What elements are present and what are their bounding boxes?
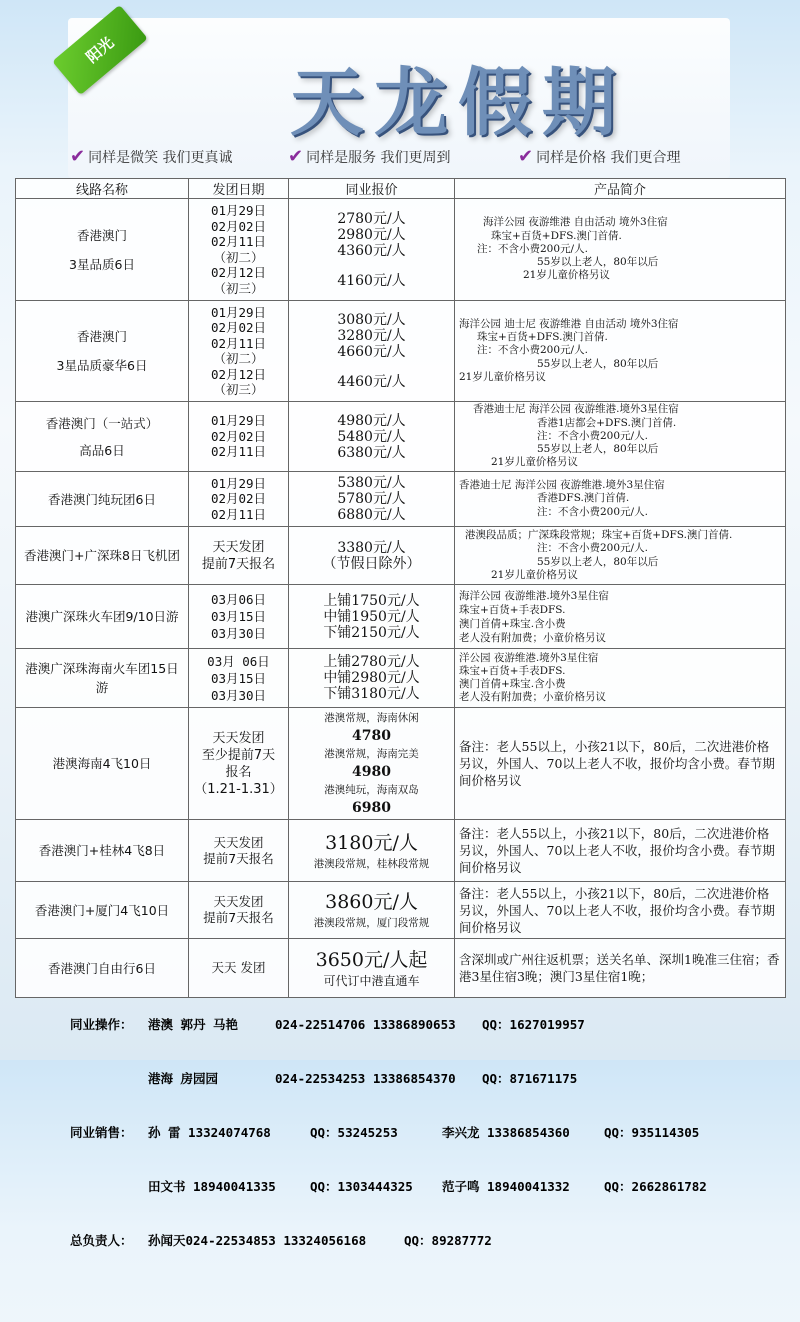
depart-dates: 天天发团 提前7天报名: [189, 882, 289, 939]
product-desc: 洋公园 夜游维港.境外3星住宿 珠宝+百货+手表DFS. 澳门首倩+珠宝.含小费 老人没有附加费；小童价格另议: [455, 649, 786, 708]
table-row: [16, 585, 786, 649]
col-header-desc: 产品简介: [455, 179, 786, 199]
depart-dates: 01月29日 02月02日 02月11日 （初二） 02月12日 （初三）: [189, 301, 289, 402]
route-name: 香港澳门+桂林4飞8日: [16, 820, 189, 882]
route-name: 香港澳门自由行6日: [16, 939, 189, 998]
check-icon: ✔: [288, 146, 304, 167]
trade-price: 上铺1750元/人 中铺1950元/人 下铺2150元/人: [289, 585, 455, 649]
col-header-date: 发团日期: [189, 179, 289, 199]
slogan-1: ✔ 同样是微笑 我们更真诚: [70, 146, 233, 167]
table-row: [16, 527, 786, 585]
route-name: 香港澳门（一站式） 高品6日: [16, 402, 189, 472]
table-row: [16, 472, 786, 527]
trade-price: 5380元/人 5780元/人 6880元/人: [289, 472, 455, 527]
table-row: [16, 199, 786, 301]
depart-dates: 天天发团 至少提前7天 报名 （1.21-1.31）: [189, 708, 289, 820]
route-price-table: [15, 178, 786, 998]
brand-title: 天龙假期: [290, 60, 626, 146]
route-name: 香港澳门+广深珠8日飞机团: [16, 527, 189, 585]
table-row: [16, 882, 786, 939]
product-desc: 香港迪士尼 海洋公园 夜游维港.境外3星住宿 香港DFS.澳门首倩. 注：不含小费200元/人.: [455, 472, 786, 527]
depart-dates: 03月 06日 03月15日 03月30日: [189, 649, 289, 708]
contact-footer: [70, 980, 790, 1268]
product-desc: 海洋公园 迪士尼 夜游维港 自由活动 境外3住宿 珠宝+百货+DFS.澳门首倩. 注：不含小费200元/人. 55岁以上老人，80年以后 21岁儿童价格另议: [455, 301, 786, 402]
table-header-row: [16, 179, 786, 199]
chief-row: 总负责人： 孙闻天024-22534853 13324056168 QQ：89287772: [70, 1233, 492, 1248]
depart-dates: 03月06日 03月15日 03月30日: [189, 585, 289, 649]
route-name: 香港澳门 3星品质6日: [16, 199, 189, 301]
trade-price: 4980元/人 5480元/人 6380元/人: [289, 402, 455, 472]
route-name: 香港澳门纯玩团6日: [16, 472, 189, 527]
depart-dates: 天天发团 提前7天报名: [189, 527, 289, 585]
depart-dates: 01月29日 02月02日 02月11日 （初二） 02月12日 （初三）: [189, 199, 289, 301]
ops-row-2: 港海 房园园 024-22534253 13386854370 QQ：871671175: [148, 1071, 578, 1086]
product-desc: 海洋公园 夜游维港 自由活动 境外3住宿 珠宝+百货+DFS.澳门首倩. 注：不含小费200元/人. 55岁以上老人，80年以后 21岁儿童价格另议: [455, 199, 786, 301]
product-desc: 海洋公园 夜游维港.境外3星住宿 珠宝+百货+手表DFS. 澳门首倩+珠宝.含小费 老人没有附加费；小童价格另议: [455, 585, 786, 649]
trade-price: 港澳常规，海南休闲 4780 港澳常规，海南完美 4980 港澳纯玩，海南双岛 6980: [289, 708, 455, 820]
product-desc: 含深圳或广州往返机票；送关名单、深圳1晚准三住宿；香港3星住宿3晚；澳门3星住宿1晚；: [455, 939, 786, 998]
sales-row-2: 田文书 18940041335 QQ：1303444325 范子鸣 18940041332 QQ：2662861782: [148, 1179, 707, 1194]
slogan-3: ✔ 同样是价格 我们更合理: [518, 146, 681, 167]
product-desc: 备注：老人55以上，小孩21以下，80后，二次进港价格另议，外国人、70以上老人不收，报价均含小费。春节期间价格另议: [455, 820, 786, 882]
route-name: 港澳海南4飞10日: [16, 708, 189, 820]
depart-dates: 天天发团 提前7天报名: [189, 820, 289, 882]
depart-dates: 01月29日 02月02日 02月11日: [189, 402, 289, 472]
col-header-route: 线路名称: [16, 179, 189, 199]
check-icon: ✔: [70, 146, 86, 167]
depart-dates: 天天 发团: [189, 939, 289, 998]
ribbon-badge: 阳光: [52, 5, 148, 95]
trade-price: 3380元/人 （节假日除外）: [289, 527, 455, 585]
trade-price: 3650元/人起 可代订中港直通车: [289, 939, 455, 998]
table-row: [16, 820, 786, 882]
slogan-bar: [68, 146, 730, 172]
trade-price: 2780元/人 2980元/人 4360元/人 4160元/人: [289, 199, 455, 301]
trade-price: 3080元/人 3280元/人 4660元/人 4460元/人: [289, 301, 455, 402]
sales-row-1: 同业销售： 孙 雷 13324074768 QQ：53245253 李兴龙 13386854360 QQ：935114305: [70, 1125, 700, 1140]
ops-row-1: 同业操作： 港澳 郭丹 马艳 024-22514706 13386890653 QQ：1627019957: [70, 1017, 585, 1032]
check-icon: ✔: [518, 146, 534, 167]
product-desc: 港澳段品质；广深珠段常规；珠宝+百货+DFS.澳门首倩. 注：不含小费200元/人. 55岁以上老人，80年以后 21岁儿童价格另议: [455, 527, 786, 585]
route-name: 港澳广深珠火车团9/10日游: [16, 585, 189, 649]
trade-price: 上铺2780元/人 中铺2980元/人 下铺3180元/人: [289, 649, 455, 708]
col-header-price: 同业报价: [289, 179, 455, 199]
table-row: [16, 649, 786, 708]
trade-price: 3180元/人 港澳段常规，桂林段常规: [289, 820, 455, 882]
product-desc: 备注：老人55以上，小孩21以下，80后，二次进港价格另议，外国人、70以上老人不收，报价均含小费。春节期间价格另议: [455, 882, 786, 939]
route-name: 香港澳门 3星品质豪华6日: [16, 301, 189, 402]
slogan-2: ✔ 同样是服务 我们更周到: [288, 146, 451, 167]
route-name: 港澳广深珠海南火车团15日游: [16, 649, 189, 708]
route-name: 香港澳门+厦门4飞10日: [16, 882, 189, 939]
product-desc: 香港迪士尼 海洋公园 夜游维港.境外3星住宿 香港1店都会+DFS.澳门首倩. 注：不含小费200元/人. 55岁以上老人，80年以后 21岁儿童价格另议: [455, 402, 786, 472]
depart-dates: 01月29日 02月02日 02月11日: [189, 472, 289, 527]
product-desc: 备注：老人55以上，小孩21以下，80后，二次进港价格另议，外国人、70以上老人不收，报价均含小费。春节期间价格另议: [455, 708, 786, 820]
table-row: [16, 301, 786, 402]
header-banner: [68, 18, 730, 178]
table-row: [16, 402, 786, 472]
trade-price: 3860元/人 港澳段常规，厦门段常规: [289, 882, 455, 939]
table-row: [16, 708, 786, 820]
